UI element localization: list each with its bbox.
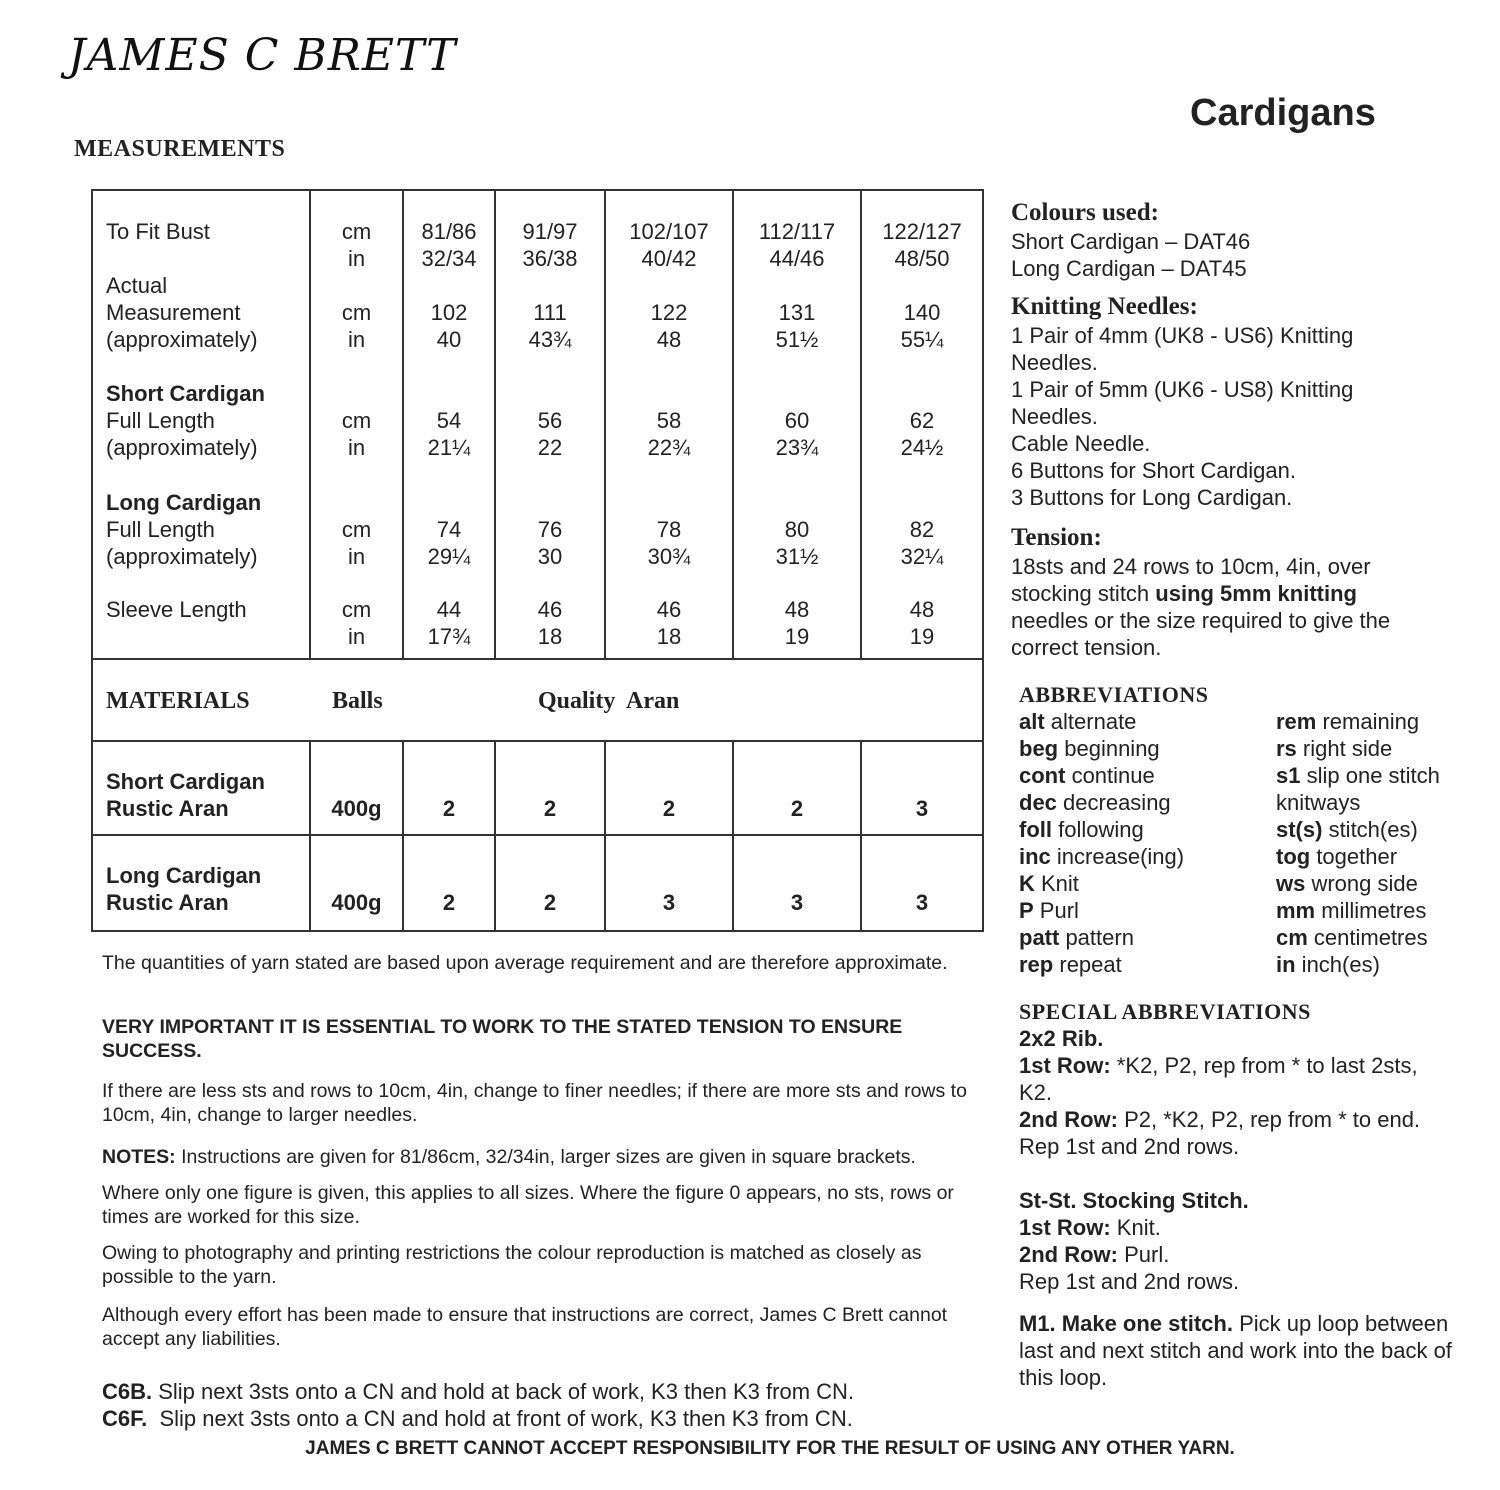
abbreviation-item: rep repeat xyxy=(1019,952,1122,977)
abbreviation-item: ws wrong side xyxy=(1276,871,1418,896)
abbreviation-item: cm centimetres xyxy=(1276,925,1428,950)
long-weight: 400g xyxy=(331,890,382,915)
abbreviation-item: rem remaining xyxy=(1276,709,1420,734)
long-length-value: 82 32¼ xyxy=(900,517,944,569)
long-cardigan-balls: 2 xyxy=(543,890,557,915)
label-actual: Actual Measurement (approximately) xyxy=(106,273,258,352)
unit-short: cm in xyxy=(341,408,372,460)
unit-sleeve: cm in xyxy=(341,597,372,649)
abbreviation-item: tog together xyxy=(1276,844,1398,869)
abbreviation-item: patt pattern xyxy=(1019,925,1134,950)
short-length-value: 54 21¼ xyxy=(427,408,471,460)
sleeve-value: 46 18 xyxy=(656,597,682,649)
quality-heading: Quality Aran xyxy=(538,688,680,714)
short-length-value: 60 23¾ xyxy=(775,408,819,460)
special-abbreviations-heading: SPECIAL ABBREVIATIONS xyxy=(1019,999,1311,1024)
short-length-value: 62 24½ xyxy=(900,408,944,460)
abbreviation-item: knitways xyxy=(1276,790,1361,815)
actual-value: 111 43¾ xyxy=(528,300,572,352)
sleeve-value: 48 19 xyxy=(784,597,810,649)
tension-section: Tension: 18sts and 24 rows to 10cm, 4in, over stocking stitch using 5mm knitting needles or the size required to give the correct tension. xyxy=(1011,524,1391,660)
sizes-value: 122/127 48/50 xyxy=(882,219,962,271)
long-cardigan-balls: 3 xyxy=(790,890,804,915)
short-length-value: 58 22¾ xyxy=(647,408,691,460)
sizes-value: 91/97 36/38 xyxy=(522,219,578,271)
footer-disclaimer: JAMES C BRETT CANNOT ACCEPT RESPONSIBILITY FOR THE RESULT OF USING ANY OTHER YARN. xyxy=(305,1438,1235,1459)
stocking-stitch-pattern: St-St. Stocking Stitch. 1st Row: Knit. 2nd Row: Purl. Rep 1st and 2nd rows. xyxy=(1019,1188,1249,1294)
sizes-value: 81/86 32/34 xyxy=(421,219,477,271)
note-important: VERY IMPORTANT IT IS ESSENTIAL TO WORK TO THE STATED TENSION TO ENSURE SUCCESS. xyxy=(102,1016,903,1062)
note-instructions: NOTES: Instructions are given for 81/86cm, 32/34in, larger sizes are given in square brackets. xyxy=(102,1146,916,1168)
abbreviations-left xyxy=(1019,708,1184,978)
short-cardigan-balls: 2 xyxy=(790,796,804,821)
abbreviation-item: inc increase(ing) xyxy=(1019,844,1185,869)
abbreviation-item: K Knit xyxy=(1019,871,1079,896)
note-figure: Where only one figure is given, this applies to all sizes. Where the figure 0 appears, no sts, rows or times are worked for this size. xyxy=(102,1182,954,1228)
short-length-value: 56 22 xyxy=(537,408,563,460)
note-liability: Although every effort has been made to ensure that instructions are correct, James C Brett cannot accept any liabilities. xyxy=(102,1304,948,1350)
abbreviation-item: in inch(es) xyxy=(1276,952,1380,977)
short-cardigan-balls: 2 xyxy=(442,796,456,821)
sleeve-value: 46 18 xyxy=(537,597,563,649)
abbreviations-heading: ABBREVIATIONS xyxy=(1019,682,1209,707)
needles-section: Knitting Needles: 1 Pair of 4mm (UK8 - US6) Knitting Needles. 1 Pair of 5mm (UK6 - US8) Knitting Needles. Cable Needle. 6 Buttons for Short Cardigan. 3 Buttons for Long Cardigan. xyxy=(1011,293,1354,510)
sleeve-value: 48 19 xyxy=(909,597,935,649)
label-to-fit-bust: To Fit Bust xyxy=(106,219,210,244)
colours-section: Colours used: Short Cardigan – DAT46 Long Cardigan – DAT45 xyxy=(1011,199,1251,281)
sizes-value: 112/117 44/46 xyxy=(758,219,836,271)
brand-logo: JAMES C BRETT xyxy=(68,30,457,81)
short-cardigan-yarn: Short Cardigan Rustic Aran xyxy=(106,769,265,821)
unit-bust: cm in xyxy=(341,219,372,271)
abbreviation-item: dec decreasing xyxy=(1019,790,1171,815)
long-length-value: 74 29¼ xyxy=(427,517,471,569)
long-length-value: 78 30¾ xyxy=(647,517,691,569)
abbreviation-item: st(s) stitch(es) xyxy=(1276,817,1418,842)
abbreviation-item: alt alternate xyxy=(1019,709,1137,734)
abbreviation-item: beg beginning xyxy=(1019,736,1160,761)
long-cardigan-balls: 3 xyxy=(662,890,676,915)
label-short-length: Short Cardigan Full Length (approximately) xyxy=(106,381,265,460)
balls-heading: Balls xyxy=(332,688,383,714)
note-photo: Owing to photography and printing restrictions the colour reproduction is matched as closely as possible to the yarn. xyxy=(102,1242,922,1288)
abbreviation-item: rs right side xyxy=(1276,736,1393,761)
note-quantities: The quantities of yarn stated are based upon average requirement and are therefore approximate. xyxy=(102,952,948,974)
unit-long: cm in xyxy=(341,517,372,569)
actual-value: 102 40 xyxy=(430,300,468,352)
long-cardigan-yarn: Long Cardigan Rustic Aran xyxy=(106,863,262,915)
abbreviation-item: P Purl xyxy=(1019,898,1079,923)
abbreviation-item: foll following xyxy=(1019,817,1144,842)
rib-pattern: 2x2 Rib. 1st Row: *K2, P2, rep from * to last 2sts, K2. 2nd Row: P2, *K2, P2, rep from * to end. Rep 1st and 2nd rows. xyxy=(1019,1026,1421,1159)
long-length-value: 76 30 xyxy=(537,517,563,569)
note-c6f: C6F. Slip next 3sts onto a CN and hold at front of work, K3 then K3 from CN. xyxy=(102,1406,853,1431)
short-weight: 400g xyxy=(331,796,382,821)
abbreviation-item: s1 slip one stitch xyxy=(1276,763,1440,788)
label-sleeve-length: Sleeve Length xyxy=(106,597,247,622)
short-cardigan-balls: 2 xyxy=(662,796,676,821)
unit-actual: cm in xyxy=(341,300,372,352)
abbreviations-right xyxy=(1276,708,1440,978)
materials-heading: MATERIALS xyxy=(106,688,250,714)
abbreviation-item: cont continue xyxy=(1019,763,1155,788)
sizes-value: 102/107 40/42 xyxy=(629,219,709,271)
page-title: Cardigans xyxy=(1190,92,1376,134)
actual-value: 140 55¼ xyxy=(900,300,944,352)
actual-value: 122 48 xyxy=(650,300,688,352)
sleeve-value: 44 17¾ xyxy=(427,597,471,649)
measurements-heading: MEASUREMENTS xyxy=(74,136,286,162)
note-c6b: C6B. Slip next 3sts onto a CN and hold at back of work, K3 then K3 from CN. xyxy=(102,1379,855,1404)
short-cardigan-balls: 2 xyxy=(543,796,557,821)
abbreviation-item: mm millimetres xyxy=(1276,898,1427,923)
long-cardigan-balls: 2 xyxy=(442,890,456,915)
long-cardigan-balls: 3 xyxy=(915,890,929,915)
long-length-value: 80 31½ xyxy=(775,517,819,569)
actual-value: 131 51½ xyxy=(775,300,819,352)
label-long-length: Long Cardigan Full Length (approximately) xyxy=(106,490,262,569)
note-needles: If there are less sts and rows to 10cm, 4in, change to finer needles; if there are more sts and rows to 10cm, 4in, change to larger needles. xyxy=(102,1080,967,1126)
make-one-stitch: M1. Make one stitch. Pick up loop between last and next stitch and work into the back of this loop. xyxy=(1019,1311,1452,1390)
short-cardigan-balls: 3 xyxy=(915,796,929,821)
